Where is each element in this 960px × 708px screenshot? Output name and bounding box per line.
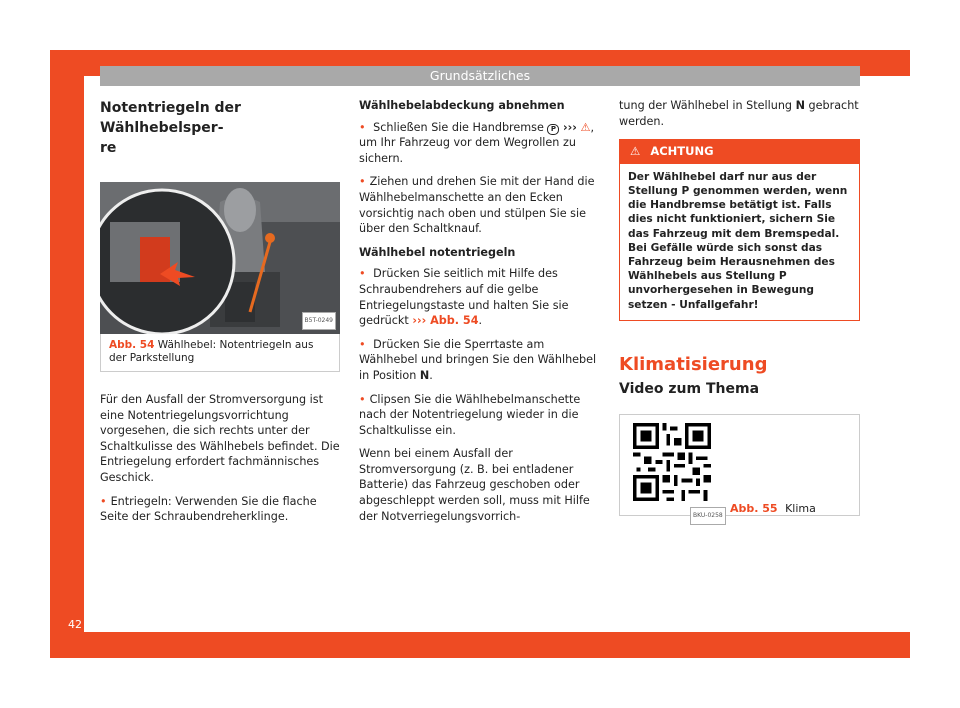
bullet-text-end: , um Ihr Fahrzeug vor dem Wegrollen zu sichern.: [359, 120, 595, 165]
subheading: Wählhebel notentriegeln: [359, 245, 516, 259]
paragraph-text: tung der Wählhebel in Stellung: [619, 99, 793, 112]
bullet-item: [359, 392, 604, 439]
bullet-text: Schließen Sie die Handbremse: [373, 120, 544, 134]
bullet-text: Entriegeln: Verwenden Sie die flache Seite der Schraubendreherklinge.: [100, 494, 317, 524]
paragraph: Wenn bei einem Ausfall der Stromversorgung (z. B. bei entladener Batterie) das Fahrzeug geschoben oder abgeschleppt werden soll, muss mit Hilfe der Notverriegelungsvorrich-: [359, 447, 590, 523]
section-title: [100, 98, 340, 158]
position-label: N: [795, 99, 805, 112]
chapter-header: Grundsätzliches: [100, 66, 860, 86]
bullet-item: [100, 494, 340, 525]
figure-reference-link[interactable]: ››› Abb. 54: [412, 314, 479, 328]
column-1: [100, 98, 340, 533]
reference-arrow[interactable]: ›››: [563, 120, 577, 134]
video-figure: [619, 414, 860, 519]
gear-lever-illustration: [100, 182, 340, 334]
qr-code-label: BKU-0258: [690, 507, 726, 525]
page-number: 42: [68, 618, 82, 631]
warning-text: Der Wählhebel darf nur aus der Stellung P genommen werden, wenn die Handbremse betätigt ist. Falls dies nicht funktioniert, sichern Sie das Fahrzeug mit dem Bremspedal. Bei Gefälle würde sich sonst das Fahrzeug beim Herausnehmen des Wählhebels aus Stellung P unvorhergesehen in Bewegung setzen - Unfallgefahr!: [628, 170, 848, 311]
figure-caption-text: Wählhebel: Notentriegeln aus der Parkstellung: [109, 339, 314, 364]
parking-brake-icon: P: [547, 124, 559, 135]
bullet-text: Drücken Sie seitlich mit Hilfe des Schraubendrehers auf die gelbe Entriegelungstaste und halten Sie sie gedrückt: [359, 267, 569, 328]
warning-box: [619, 139, 860, 321]
warning-icon: ⚠: [630, 144, 641, 159]
subheading: Wählhebelabdeckung abnehmen: [359, 99, 565, 112]
section-heading: Klimatisierung: [619, 353, 768, 375]
gear-lever-photo: [100, 182, 340, 334]
figure-caption: [100, 334, 340, 372]
figure-caption-text: Klima: [785, 502, 816, 515]
section-title-line1: Notentriegeln der Wählhebelsper-: [100, 100, 241, 136]
bullet-item: [359, 120, 604, 167]
bullet-item: • Drücken Sie die Sperrtaste am Wählhebel und bringen Sie den Wählhebel in Position N.: [359, 337, 604, 384]
continued-paragraph: [619, 98, 860, 129]
position-label: N: [419, 368, 430, 382]
figure-label: Abb. 54: [109, 339, 155, 351]
section-title-line2: re: [100, 140, 117, 156]
bullet-text: Clipsen Sie die Wählhebelmanschette nach der Notentriegelung wieder in die Schaltkulisse ein.: [359, 392, 581, 437]
bullet-item: [359, 174, 604, 236]
video-heading: Video zum Thema: [619, 381, 760, 398]
bullet-text: Ziehen und drehen Sie mit der Hand die Wählhebelmanschette an den Ecken vorsichtig nach oben und stülpen Sie sie über den Schaltknauf.: [359, 175, 595, 236]
bullet-text: Drücken Sie die Sperrtaste am Wählhebel und bringen Sie den Wählhebel in Position: [359, 337, 597, 382]
figure-caption: [730, 501, 816, 517]
warning-header: [620, 140, 859, 164]
warning-icon: ⚠: [580, 120, 591, 134]
qr-code-icon[interactable]: [628, 423, 716, 501]
figure-code: B5T-0249: [302, 312, 336, 330]
paragraph-text-end: gebracht werden.: [619, 99, 859, 128]
warning-title: ACHTUNG: [650, 144, 714, 159]
figure-label: Abb. 55: [730, 502, 778, 515]
column-2: [359, 98, 604, 532]
intro-paragraph: Für den Ausfall der Stromversorgung ist eine Notentriegelungsvorrichtung vorgesehen, die sich rechts unter der Schaltkulisse des Wählhebels befindet. Die Entriegelung erfordert fachmännisches Geschick.: [100, 393, 340, 484]
bullet-item: • Drücken Sie seitlich mit Hilfe des Schraubendrehers auf die gelbe Entriegelungstaste und halten Sie sie gedrückt ››› Abb. 54.: [359, 266, 604, 328]
column-3: [619, 98, 860, 519]
